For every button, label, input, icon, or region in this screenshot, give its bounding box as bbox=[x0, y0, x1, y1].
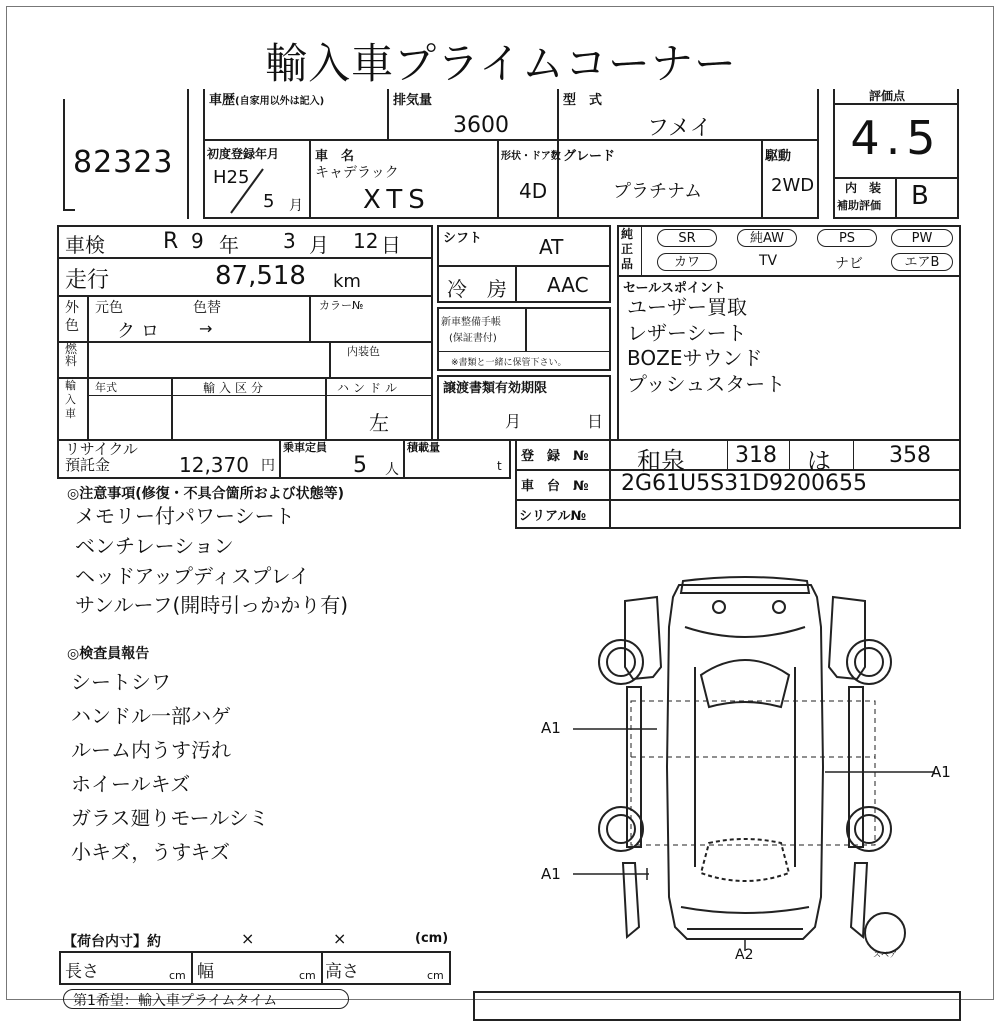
sales-point: BOZEサウンド bbox=[627, 346, 763, 370]
footer-text: 第1希望：輸入車プライムタイム bbox=[73, 993, 278, 1009]
inspection-era: R bbox=[163, 229, 179, 254]
caution-item: メモリー付パワーシート bbox=[75, 504, 295, 528]
recycle-unit: 円 bbox=[261, 458, 275, 474]
serial-label: シリアル№ bbox=[519, 509, 587, 524]
caution-item: サンルーフ(開時引っかかり有) bbox=[75, 593, 349, 617]
first-reg-year: H25 bbox=[213, 167, 250, 188]
page-title: 輸入車プライムコーナー bbox=[265, 39, 737, 88]
load-unit: t bbox=[497, 459, 502, 473]
handle-value: 左 bbox=[369, 411, 389, 435]
capacity-value: 5 bbox=[353, 453, 367, 478]
interior-grade-label-2: 補助評価 bbox=[837, 199, 881, 212]
inspection-label: 車検 bbox=[65, 233, 105, 257]
score-label: 評価点 bbox=[869, 89, 906, 103]
displacement-value: 3600 bbox=[453, 113, 509, 138]
aircon-value: AAC bbox=[547, 273, 589, 297]
first-reg-month: 5 bbox=[263, 191, 275, 212]
import-year-label: 年式 bbox=[95, 381, 117, 394]
recycle-value: 12,370 bbox=[179, 453, 249, 477]
color-label: 外色 bbox=[65, 300, 79, 334]
fuel-label: 燃料 bbox=[65, 342, 78, 368]
cargo-label: 【荷台内寸】約 bbox=[63, 934, 161, 950]
cargo-dimensions-box bbox=[59, 951, 451, 985]
model-type-value: フメイ bbox=[647, 116, 712, 141]
car-name-sub: キャデラック bbox=[315, 165, 399, 181]
registration-label: 登 録 № bbox=[521, 449, 589, 464]
inspection-month-unit: 月 bbox=[309, 233, 329, 257]
capacity-label: 乗車定員 bbox=[283, 441, 327, 454]
shift-value: AT bbox=[539, 235, 564, 259]
mileage-value: 87,518 bbox=[215, 261, 306, 291]
transfer-label: 譲渡書類有効期限 bbox=[443, 381, 548, 396]
cautions-label: ◎注意事項(修復・不具合箇所および状態等) bbox=[67, 486, 345, 502]
interior-grade-value: B bbox=[911, 181, 929, 211]
drive-label: 駆動 bbox=[765, 149, 792, 164]
grade-value: プラチナム bbox=[613, 181, 703, 202]
chassis-label: 車 台 № bbox=[521, 479, 589, 494]
auction-sheet bbox=[6, 6, 994, 1009]
cargo-length-label: 長さ bbox=[65, 962, 99, 982]
car-diagram bbox=[527, 567, 967, 967]
car-name-label: 車 名 bbox=[315, 149, 355, 164]
manual-label: 新車整備手帳 bbox=[441, 317, 501, 328]
sales-point: レザーシート bbox=[627, 321, 747, 345]
color-arrow: → bbox=[199, 319, 213, 338]
lot-number: 82323 bbox=[73, 145, 174, 180]
inspection-month: 3 bbox=[283, 229, 296, 253]
manual-note: ※書類と一緒に保管下さい。 bbox=[451, 358, 567, 368]
registration-number: 358 bbox=[889, 443, 931, 468]
doors-value: 4D bbox=[519, 179, 548, 203]
history-sub: (自家用以外は記入) bbox=[235, 96, 325, 107]
cargo-x2: × bbox=[333, 929, 347, 948]
transfer-month: 月 bbox=[505, 412, 522, 431]
inspection-year: 9 bbox=[191, 229, 204, 253]
displacement-label: 排気量 bbox=[393, 93, 433, 108]
sales-points-label: セールスポイント bbox=[623, 281, 726, 296]
registration-class: 318 bbox=[735, 443, 777, 468]
inspector-item: ハンドル一部ハゲ bbox=[71, 704, 231, 728]
load-label: 積載量 bbox=[407, 441, 440, 454]
registration-kana: は bbox=[807, 447, 831, 475]
sales-point: ユーザー買取 bbox=[627, 295, 747, 319]
color-no-label: カラー№ bbox=[319, 299, 364, 312]
cargo-height-unit: cm bbox=[427, 969, 444, 982]
car-name-value: XTS bbox=[363, 185, 431, 215]
orig-color-value: クロ bbox=[117, 321, 165, 342]
first-reg-label: 初度登録年月 bbox=[207, 147, 280, 161]
inspector-item: シートシワ bbox=[71, 670, 171, 694]
cargo-width-unit: cm bbox=[299, 969, 316, 982]
import-label: 輸入車 bbox=[65, 379, 76, 420]
inspector-item: ルーム内うす汚れ bbox=[71, 738, 231, 762]
interior-grade-label-1: 内 装 bbox=[845, 181, 882, 195]
cargo-height-label: 高さ bbox=[325, 962, 359, 982]
orig-color-label: 元色 bbox=[95, 300, 123, 316]
cargo-unit: (cm) bbox=[415, 931, 449, 946]
footer-right-box bbox=[473, 991, 961, 1021]
equip-alloy-wheel: 純AW bbox=[737, 229, 797, 247]
equip-ps: PS bbox=[817, 229, 877, 247]
shift-label: シフト bbox=[443, 231, 483, 246]
transfer-day: 日 bbox=[587, 412, 604, 431]
model-type-label: 型 式 bbox=[563, 93, 603, 108]
score-value: 4.5 bbox=[850, 111, 942, 165]
equip-airbag: エアB bbox=[891, 253, 953, 271]
caution-item: ベンチレーション bbox=[75, 534, 234, 558]
sales-point: プッシュスタート bbox=[627, 372, 786, 396]
caution-item: ヘッドアップディスプレイ bbox=[75, 564, 310, 588]
cargo-x1: × bbox=[241, 929, 255, 948]
equip-navi: ナビ bbox=[835, 256, 863, 272]
chassis-value: 2G61U5S31D9200655 bbox=[621, 471, 868, 496]
handle-label: ハンドル bbox=[337, 381, 402, 395]
inspector-item: 小キズ，うすキズ bbox=[71, 840, 230, 864]
cargo-length-unit: cm bbox=[169, 969, 186, 982]
mileage-unit: km bbox=[333, 271, 361, 292]
inspection-day-unit: 日 bbox=[381, 233, 401, 257]
grade-label: グレード bbox=[563, 149, 616, 164]
equip-pw: PW bbox=[891, 229, 953, 247]
drive-value: 2WD bbox=[771, 175, 815, 196]
equip-sr: SR bbox=[657, 229, 717, 247]
import-class-label: 輸入区分 bbox=[203, 381, 268, 395]
manual-sub: (保証書付) bbox=[449, 333, 497, 344]
interior-color-label: 内装色 bbox=[347, 345, 380, 358]
change-color-label: 色替 bbox=[193, 300, 221, 316]
spare-label: スペア bbox=[873, 950, 897, 959]
first-reg-month-unit: 月 bbox=[289, 198, 303, 214]
equipment-label: 純正品 bbox=[621, 227, 634, 271]
inspector-item: ガラス廻りモールシミ bbox=[71, 806, 269, 830]
aircon-label: 冷 房 bbox=[447, 277, 507, 301]
history-label: 車歴 bbox=[209, 93, 236, 108]
inspection-year-unit: 年 bbox=[219, 233, 239, 257]
inspection-day: 12 bbox=[353, 229, 379, 253]
inspector-label: ◎検査員報告 bbox=[67, 646, 150, 662]
damage-mark-a1-rear: A1 bbox=[541, 865, 561, 883]
inspector-item: ホイールキズ bbox=[71, 772, 191, 796]
mileage-label: 走行 bbox=[65, 268, 110, 293]
damage-mark-a1-right: A1 bbox=[931, 763, 951, 781]
recycle-label-2: 預託金 bbox=[65, 456, 111, 474]
equip-tv: TV bbox=[759, 253, 778, 269]
equip-leather: カワ bbox=[657, 253, 717, 271]
cargo-width-label: 幅 bbox=[197, 962, 214, 982]
date-slash bbox=[227, 167, 267, 215]
recycle-label-1: リサイクル bbox=[65, 440, 138, 458]
registration-area: 和泉 bbox=[637, 447, 685, 475]
damage-mark-a1-left: A1 bbox=[541, 719, 561, 737]
damage-mark-a2: A2 bbox=[735, 947, 754, 963]
doors-label: 形状・ドア数 bbox=[501, 151, 561, 162]
capacity-unit: 人 bbox=[385, 462, 399, 478]
